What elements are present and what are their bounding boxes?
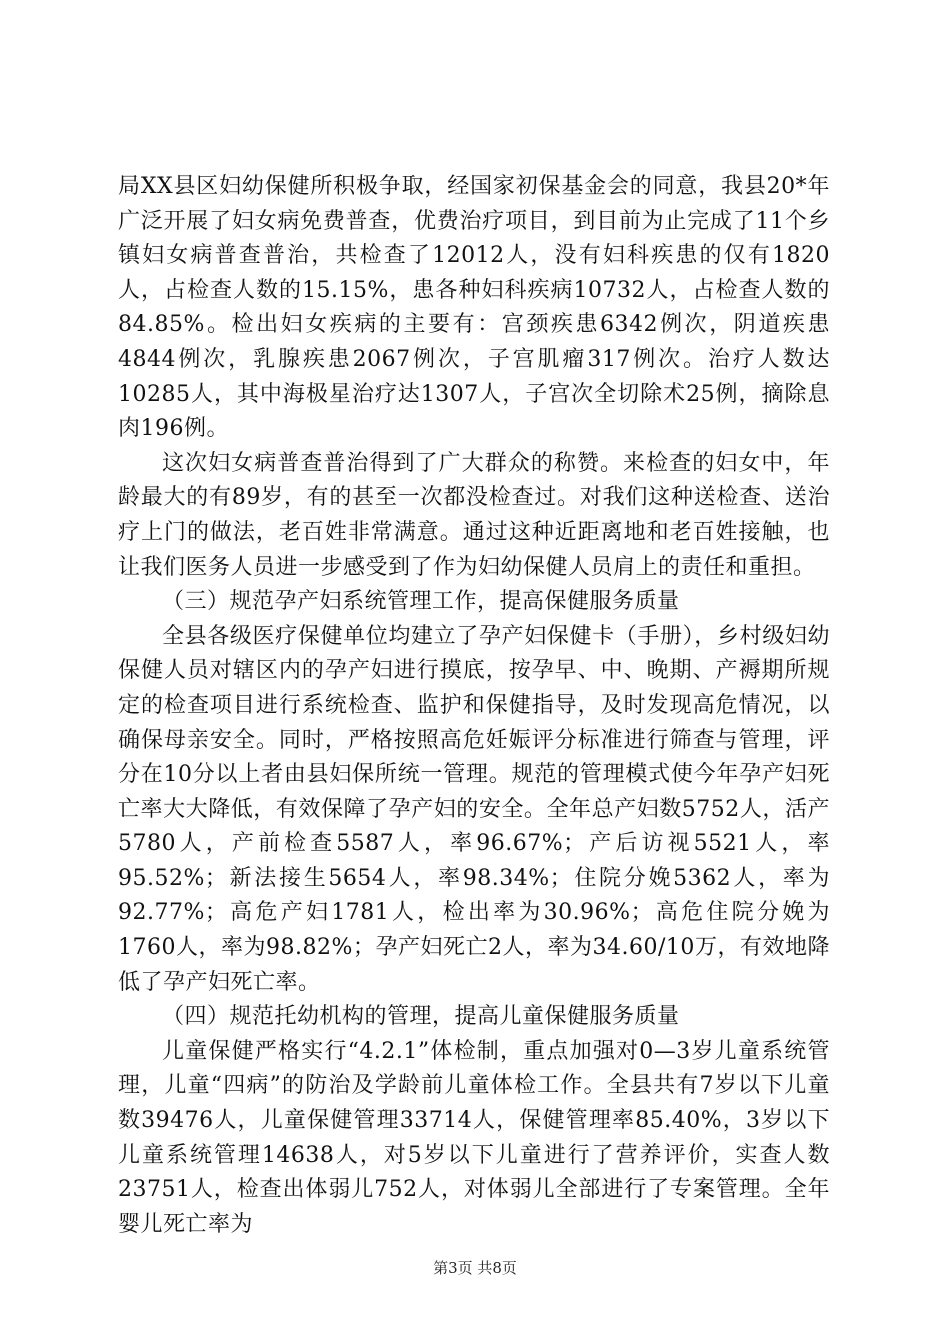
paragraph-1: 局XX县区妇幼保健所积极争取，经国家初保基金会的同意，我县20*年广泛开展了妇女病免费普查，优费治疗项目，到目前为止完成了11个乡镇妇女病普查普治，共检查了12012人，没有妇科疾患的仅有1820人，占检查人数的15.15%，患各种妇科疾病10732人，占检查人数的84.85%。检出妇女疾病的主要有：宫颈疾患6342例次，阴道疾患4844例次，乳腺疾患2067例次，子宫肌瘤317例次。治疗人数达10285人，其中海极星治疗达1307人，子宫次全切除术25例，摘除息肉196例。	[118, 174, 830, 442]
document-body	[118, 170, 830, 1242]
paragraph-3: 全县各级医疗保健单位均建立了孕产妇保健卡（手册），乡村级妇幼保健人员对辖区内的孕产妇进行摸底，按孕早、中、晚期、产褥期所规定的检查项目进行系统检查、监护和保健指导，及时发现高危情况，以确保母亲安全。同时，严格按照高危妊娠评分标准进行筛查与管理，评分在10分以上者由县妇保所统一管理。规范的管理模式使今年孕产妇死亡率大大降低，有效保障了孕产妇的安全。全年总产妇数5752人，活产5780人，产前检查5587人，率96.67%；产后访视5521人，率95.52%；新法接生5654人，率98.34%；住院分娩5362人，率为92.77%；高危产妇1781人，检出率为30.96%；高危住院分娩为1760人，率为98.82%；孕产妇死亡2人，率为34.60/10万，有效地降低了孕产妇死亡率。	[118, 623, 830, 995]
page-number-footer: 第3页 共8页	[433, 1259, 517, 1277]
paragraph-2: 这次妇女病普查普治得到了广大群众的称赞。来检查的妇女中，年龄最大的有89岁，有的甚至一次都没检查过。对我们这种送检查、送治疗上门的做法，老百姓非常满意。通过这种近距离地和老百姓接触，也让我们医务人员进一步感受到了作为妇幼保健人员肩上的责任和重担。	[118, 450, 830, 580]
section-heading-4: （四）规范托幼机构的管理，提高儿童保健服务质量	[162, 1004, 680, 1030]
section-heading-3: （三）规范孕产妇系统管理工作，提高保健服务质量	[162, 589, 680, 615]
paragraph-4: 儿童保健严格实行“4.2.1”体检制，重点加强对0—3岁儿童系统管理，儿童“四病”的防治及学龄前儿童体检工作。全县共有7岁以下儿童数39476人，儿童保健管理33714人，保健管理率85.40%，3岁以下儿童系统管理14638人，对5岁以下儿童进行了营养评价，实查人数23751人，检查出体弱儿752人，对体弱儿全部进行了专案管理。全年婴儿死亡率为	[118, 1038, 830, 1237]
